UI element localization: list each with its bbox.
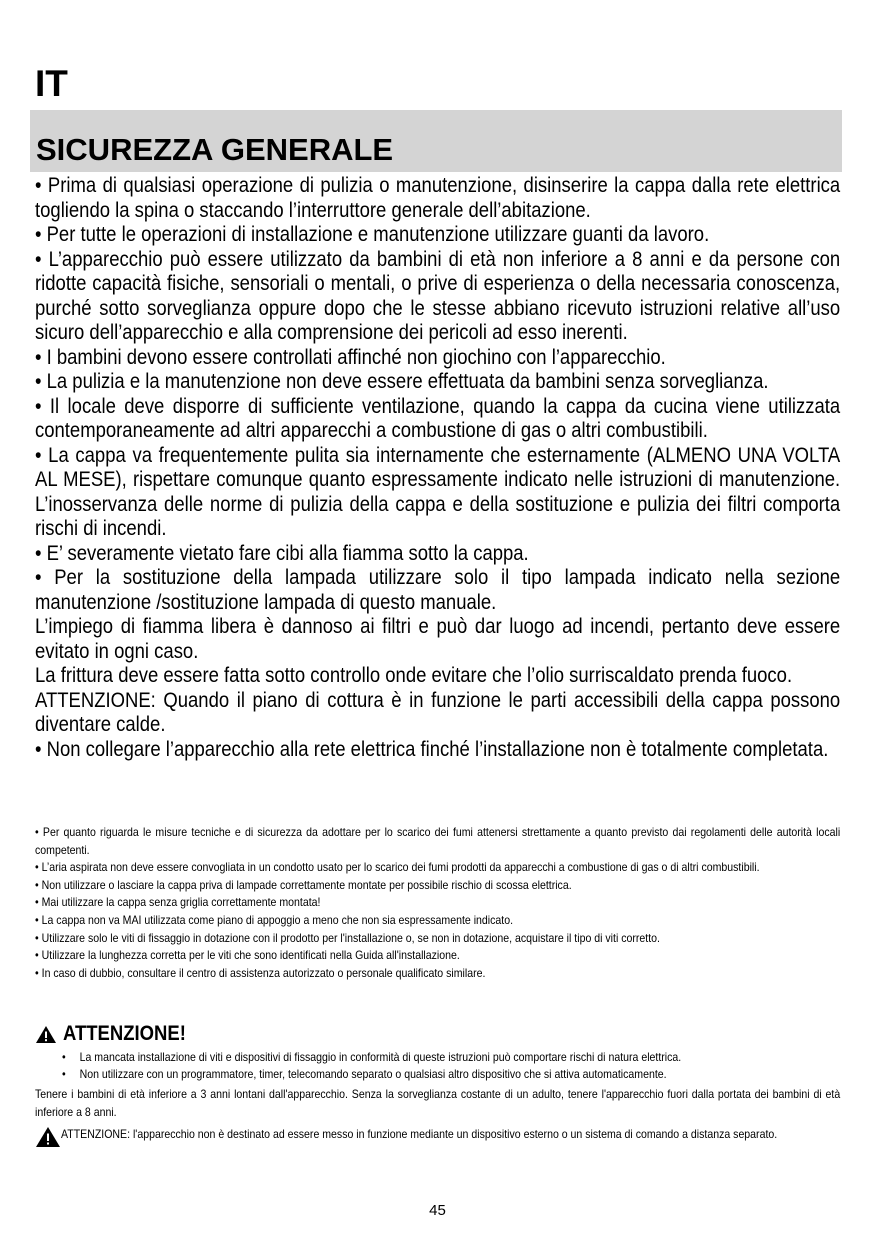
- warning-item-text: La mancata installazione di viti e dispositivi di fissaggio in conformità di queste istruzioni può comportare rischi di natura elettrica.: [79, 1050, 682, 1064]
- paragraph: • Mai utilizzare la cappa senza griglia correttamente montata!: [35, 895, 321, 910]
- bullet: •: [62, 1067, 66, 1081]
- warning-triangle-icon: [35, 1025, 57, 1044]
- final-warning: [35, 1126, 875, 1148]
- safety-paragraphs-large: [35, 174, 840, 762]
- paragraph: • Non collegare l’apparecchio alla rete elettrica finché l’installazione non è totalmente completata.: [35, 737, 829, 761]
- paragraph: • Non utilizzare o lasciare la cappa priva di lampade correttamente montate per possibile rischio di scossa elettrica.: [35, 877, 572, 892]
- paragraph: • Per la sostituzione della lampada utilizzare solo il tipo lampada indicato nella sezione manutenzione /sostituzione lampada di questo manuale.: [35, 566, 841, 614]
- safety-paragraphs-small: [35, 824, 840, 982]
- paragraph: • E’ severamente vietato fare cibi alla fiamma sotto la cappa.: [35, 541, 529, 565]
- warning-list: [62, 1049, 828, 1083]
- paragraph: • In caso di dubbio, consultare il centro di assistenza autorizzato o personale qualificato similare.: [35, 965, 486, 980]
- paragraph: • Per tutte le operazioni di installazione e manutenzione utilizzare guanti da lavoro.: [35, 223, 710, 246]
- paragraph: • La pulizia e la manutenzione non deve essere effettuata da bambini senza sorveglianza.: [35, 370, 769, 393]
- language-code: IT: [35, 63, 68, 104]
- list-item: [62, 1049, 828, 1066]
- children-note: [35, 1086, 840, 1121]
- bullet: •: [62, 1050, 66, 1064]
- paragraph: La frittura deve essere fatta sotto controllo onde evitare che l’olio surriscaldato prenda fuoco.: [35, 664, 793, 687]
- page-number: 45: [429, 1202, 446, 1219]
- paragraph: • Per quanto riguarda le misure tecniche e di sicurezza da adottare per lo scarico dei fumi attenersi strettamente a quanto previsto dai regolamenti delle autorità locali competenti.: [35, 825, 841, 857]
- paragraph: • I bambini devono essere controllati affinché non giochino con l’apparecchio.: [35, 345, 666, 369]
- paragraph: • Il locale deve disporre di sufficiente ventilazione, quando la cappa da cucina viene utilizzata contemporaneamente ad altri apparecchi a combustione di gas o altri combustibili.: [35, 394, 841, 442]
- paragraph: • Utilizzare la lunghezza corretta per le viti che sono identificati nella Guida all'installazione.: [35, 948, 460, 963]
- paragraph: ATTENZIONE: Quando il piano di cottura è in funzione le parti accessibili della cappa possono diventare calde.: [35, 688, 841, 736]
- paragraph: L’impiego di fiamma libera è dannoso ai filtri e può dar luogo ad incendi, pertanto deve essere evitato in ogni caso.: [35, 615, 841, 663]
- paragraph: • Utilizzare solo le viti di fissaggio in dotazione con il prodotto per l'installazione o, se non in dotazione, acquistare il tipo di viti corretto.: [35, 930, 660, 945]
- warning-triangle-icon: [35, 1126, 61, 1148]
- final-warning-text: ATTENZIONE: l'apparecchio non è destinato ad essere messo in funzione mediante un dispositivo esterno o un sistema di comando a distanza separato.: [61, 1127, 778, 1141]
- warning-heading-text: ATTENZIONE!: [63, 1022, 186, 1045]
- list-item: [62, 1066, 828, 1083]
- section-title: SICUREZZA GENERALE: [36, 132, 394, 167]
- paragraph: • L’aria aspirata non deve essere convogliata in un condotto usato per lo scarico dei fumi prodotti da apparecchi a combustione di gas o di altri combustibili.: [35, 860, 760, 875]
- paragraph: • Prima di qualsiasi operazione di pulizia o manutenzione, disinserire la cappa dalla rete elettrica togliendo la spina o staccando l’interruttore generale dell’abitazione.: [35, 174, 841, 222]
- children-note-text: Tenere i bambini di età inferiore a 3 anni lontani dall'apparecchio. Senza la sorveglianza costante di un adulto, tenere l'apparecchio fuori dalla portata dei bambini di età inferiore a 8 anni.: [35, 1087, 841, 1119]
- paragraph: • La cappa va frequentemente pulita sia internamente che esternamente (ALMENO UNA VOLTA AL MESE), rispettare comunque quanto espressamente indicato nelle istruzioni di manutenzione. L’inosservanza delle norme di pulizia della cappa e della sostituzione e pulizia dei filtri comporta rischi di incendi.: [35, 443, 841, 540]
- paragraph: • L’apparecchio può essere utilizzato da bambini di età non inferiore a 8 anni e da persone con ridotte capacità fisiche, sensoriali o mentali, o prive di esperienza o della necessaria conoscenza, purché sotto sorveglianza oppure dopo che le stesse abbiano ricevuto istruzioni relative all’uso sicuro dell’apparecchio e alla comprensione dei pericoli ad esso inerenti.: [35, 247, 841, 344]
- warning-item-text: Non utilizzare con un programmatore, timer, telecomando separato o qualsiasi altro dispositivo che si attiva automaticamente.: [79, 1067, 667, 1081]
- warning-heading: [35, 1022, 203, 1046]
- paragraph: • La cappa non va MAI utilizzata come piano di appoggio a meno che non sia espressamente indicato.: [35, 912, 514, 927]
